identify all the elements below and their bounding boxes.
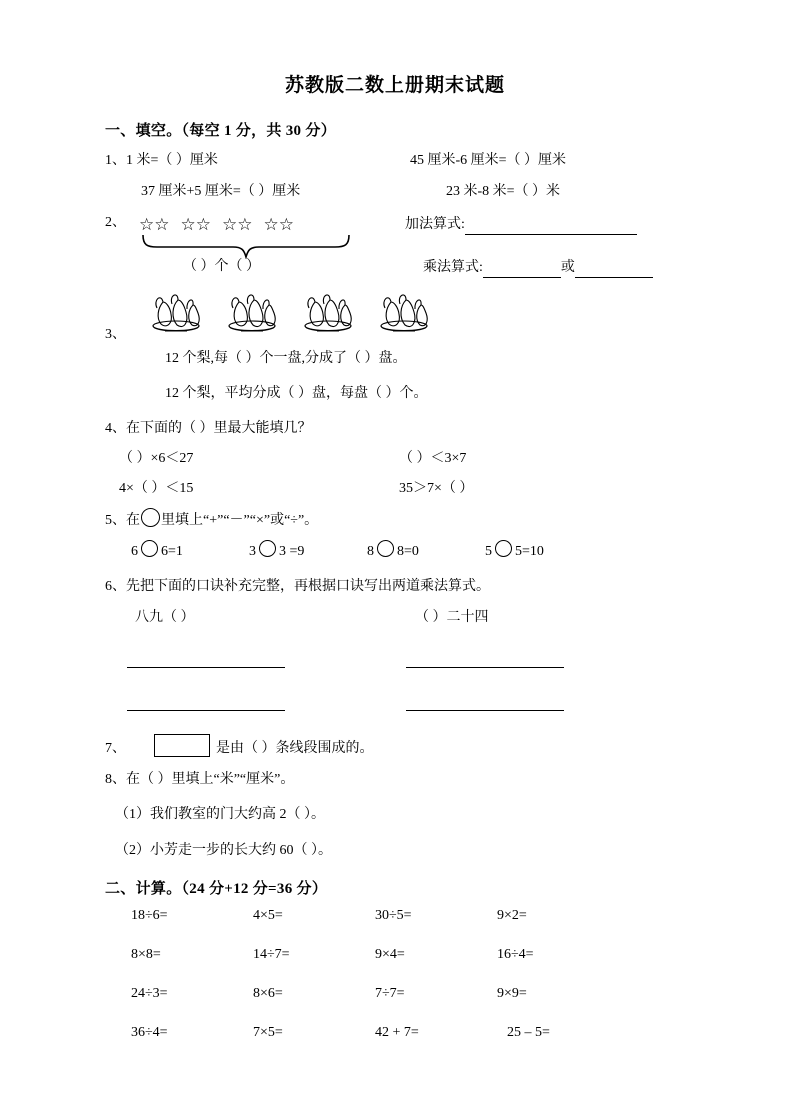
- multiplication-formula-blank-2[interactable]: [575, 263, 653, 278]
- star-group: ☆☆: [221, 215, 253, 234]
- question-6-kou-a[interactable]: 八九（ ）: [135, 610, 195, 625]
- question-1-part-d[interactable]: 23 米-8 米=（ ）米: [446, 184, 561, 199]
- calc-problem[interactable]: 30÷5=: [375, 908, 412, 923]
- question-6-kou-b[interactable]: （ ）二十四: [415, 610, 489, 625]
- calc-problem[interactable]: 18÷6=: [131, 908, 168, 923]
- calc-problem[interactable]: 9×2=: [497, 908, 527, 923]
- question-5-number: 5、: [105, 513, 126, 528]
- calc-problem[interactable]: 14÷7=: [253, 947, 290, 962]
- calc-problem[interactable]: 42 + 7=: [375, 1025, 419, 1040]
- calc-problem[interactable]: 36÷4=: [131, 1025, 168, 1040]
- answer-line-4[interactable]: [406, 697, 685, 718]
- calc-problem[interactable]: 16÷4=: [497, 947, 534, 962]
- question-5-equation-4[interactable]: [485, 540, 603, 562]
- question-3: [105, 294, 685, 404]
- calculation-grid: [105, 908, 685, 1041]
- calc-problem[interactable]: 9×4=: [375, 947, 405, 962]
- question-5-prompt-prefix: 在: [126, 513, 140, 528]
- question-4-prompt: 在下面的（ ）里最大能填几？: [126, 421, 312, 436]
- eq2-right: 3 =9: [279, 544, 305, 559]
- question-4-row-1: [105, 448, 685, 469]
- question-6-prompt-row: [105, 576, 685, 597]
- blank-line[interactable]: [127, 709, 285, 711]
- plate-row: [147, 290, 433, 336]
- question-6-formula-row: [105, 607, 685, 628]
- addition-formula-row: [405, 214, 685, 235]
- question-5-equation-1[interactable]: [131, 540, 249, 562]
- calc-problem[interactable]: 7×5=: [253, 1025, 283, 1040]
- question-3-text: [105, 348, 685, 404]
- question-1-part-b[interactable]: 45 厘米-6 厘米=（ ）厘米: [410, 153, 567, 168]
- circle-blank-icon[interactable]: [377, 540, 394, 557]
- circle-blank-icon[interactable]: [259, 540, 276, 557]
- answer-line-2[interactable]: [406, 654, 685, 675]
- page-title: 苏教版二数上册期末试题: [284, 75, 505, 96]
- section-2-heading: 二、计算。（24 分+12 分=36 分）: [105, 881, 328, 897]
- question-4-item-4[interactable]: 35＞7×（ ）: [399, 481, 474, 496]
- question-5-prompt-row: [105, 508, 685, 531]
- calculation-row: [131, 947, 685, 963]
- question-2-brace-blank[interactable]: （ ）个（ ）: [183, 259, 260, 274]
- question-1-row-1: [105, 150, 685, 171]
- question-8-prompt: 在（ ）里填上“米”“厘米”。: [126, 772, 295, 787]
- question-3-number: 3、: [105, 327, 126, 342]
- circle-blank-icon[interactable]: [495, 540, 512, 557]
- question-5-equations: [105, 540, 685, 562]
- answer-line-row-1: [127, 654, 685, 675]
- pear-plate-icon: [375, 290, 433, 336]
- question-4-prompt-row: [105, 418, 685, 439]
- star-group: ☆☆: [180, 215, 211, 234]
- pear-plate-illustration: [105, 294, 685, 348]
- question-5: [105, 508, 685, 562]
- calc-problem[interactable]: 8×8=: [131, 947, 161, 962]
- question-8-sub-1[interactable]: （1）我们教室的门大约高 2（ ）。: [115, 807, 325, 822]
- blank-line[interactable]: [406, 709, 564, 711]
- calc-problem[interactable]: 8×6=: [253, 986, 283, 1001]
- eq3-right: 8=0: [397, 544, 419, 559]
- question-5-equation-2[interactable]: [249, 540, 367, 562]
- exam-sheet: [105, 70, 685, 1064]
- question-2-number: 2、: [105, 215, 126, 230]
- eq1-left: 6: [131, 544, 138, 559]
- question-6-prompt: 先把下面的口诀补充完整，再根据口诀写出两道乘法算式。: [126, 579, 490, 594]
- question-7-number: 7、: [105, 741, 126, 756]
- calculation-row: [131, 908, 685, 924]
- question-1-part-c[interactable]: 37 厘米+5 厘米=（ ）厘米: [141, 184, 301, 199]
- question-4: [105, 418, 685, 499]
- calc-problem[interactable]: 7÷7=: [375, 986, 405, 1001]
- addition-formula-label: 加法算式:: [405, 217, 465, 232]
- question-1: [105, 150, 685, 202]
- question-4-item-3[interactable]: 4×（ ）＜15: [119, 481, 194, 496]
- question-3-line-2[interactable]: 12 个梨，平均分成（ ）盘，每盘（ ）个。: [165, 386, 428, 401]
- calculation-row: [131, 1025, 685, 1041]
- question-6: [105, 576, 685, 718]
- question-7-text[interactable]: 是由（ ）条线段围成的。: [216, 741, 374, 756]
- addition-formula-blank[interactable]: [465, 220, 637, 235]
- multiplication-formula-row: [405, 257, 685, 278]
- question-2-formulas: [405, 214, 685, 278]
- calc-problem[interactable]: 24÷3=: [131, 986, 168, 1001]
- question-8-prompt-row: [105, 769, 685, 790]
- question-8-number: 8、: [105, 772, 126, 787]
- question-6-number: 6、: [105, 579, 126, 594]
- question-1-blank-a[interactable]: 1 米=（ ）厘米: [126, 153, 218, 168]
- calculation-row: [131, 986, 685, 1002]
- circle-blank-icon[interactable]: [141, 540, 158, 557]
- question-1-row-2: [105, 181, 685, 202]
- question-4-row-2: [105, 478, 685, 499]
- multiplication-formula-label: 乘法算式:: [423, 260, 483, 275]
- blank-line[interactable]: [406, 666, 564, 668]
- eq4-right: 5=10: [515, 544, 544, 559]
- question-6-answer-lines: [105, 654, 685, 718]
- multiplication-formula-or: 或: [560, 260, 575, 275]
- pear-plate-icon: [299, 290, 357, 336]
- question-8-sub-2[interactable]: （2）小芳走一步的长大约 60（ ）。: [115, 843, 332, 858]
- circle-icon: [141, 508, 160, 527]
- blank-line[interactable]: [127, 666, 285, 668]
- star-group: ☆☆: [263, 215, 294, 234]
- question-8: [105, 769, 685, 861]
- rectangle-shape-icon: [154, 734, 210, 757]
- question-3-line-1[interactable]: 12 个梨,每（ ）个一盘,分成了（ ）盘。: [165, 351, 407, 366]
- answer-line-row-2: [127, 697, 685, 718]
- section-1-heading: 一、填空。（每空 1 分，共 30 分）: [105, 123, 337, 139]
- multiplication-formula-blank-1[interactable]: [483, 263, 561, 278]
- question-2: [105, 212, 685, 282]
- eq2-left: 3: [249, 544, 256, 559]
- calc-problem[interactable]: 25 – 5=: [507, 1025, 550, 1040]
- eq4-left: 5: [485, 544, 492, 559]
- star-group: ☆☆: [139, 215, 170, 234]
- question-4-number: 4、: [105, 421, 126, 436]
- question-1-number: 1、: [105, 153, 126, 168]
- answer-line-1[interactable]: [127, 654, 406, 675]
- question-4-item-2[interactable]: （ ）＜3×7: [399, 451, 467, 466]
- question-1-part-a: [105, 150, 410, 171]
- pear-plate-icon: [147, 290, 205, 336]
- eq3-left: 8: [367, 544, 374, 559]
- question-7: [105, 734, 685, 759]
- calc-problem[interactable]: 4×5=: [253, 908, 283, 923]
- pear-plate-icon: [223, 290, 281, 336]
- eq1-right: 6=1: [161, 544, 183, 559]
- answer-line-3[interactable]: [127, 697, 406, 718]
- question-4-item-1[interactable]: （ ）×6＜27: [119, 451, 194, 466]
- question-5-prompt-suffix: 里填上“+”“－”“×”或“÷”。: [161, 513, 319, 528]
- question-5-equation-3[interactable]: [367, 540, 485, 562]
- calc-problem[interactable]: 9×9=: [497, 986, 527, 1001]
